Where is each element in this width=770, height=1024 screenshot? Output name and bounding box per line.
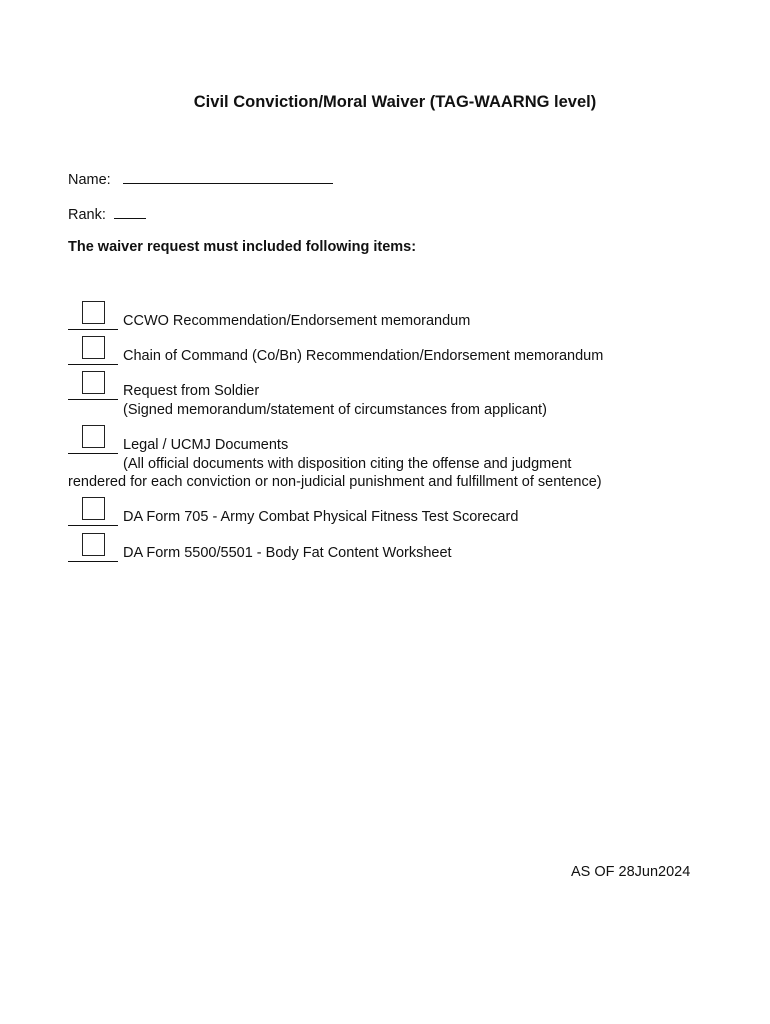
checkbox[interactable] bbox=[82, 425, 105, 448]
checkbox[interactable] bbox=[82, 336, 105, 359]
checklist-item-detail: (Signed memorandum/statement of circumstances from applicant) bbox=[123, 402, 547, 418]
checkbox[interactable] bbox=[82, 533, 105, 556]
name-input[interactable] bbox=[123, 169, 333, 184]
rank-field bbox=[68, 204, 146, 223]
name-label: Name: bbox=[68, 172, 111, 188]
checklist-item-detail: (All official documents with disposition citing the offense and judgment bbox=[123, 456, 572, 472]
rank-label: Rank: bbox=[68, 207, 106, 223]
checkbox[interactable] bbox=[82, 371, 105, 394]
checklist-item-label: DA Form 705 - Army Combat Physical Fitness Test Scorecard bbox=[123, 509, 519, 525]
checklist-item-label: Request from Soldier bbox=[123, 383, 260, 399]
checklist-item-label: Chain of Command (Co/Bn) Recommendation/Endorsement memorandum bbox=[123, 348, 604, 364]
checkbox[interactable] bbox=[82, 497, 105, 520]
checkbox[interactable] bbox=[82, 301, 105, 324]
rank-input[interactable] bbox=[114, 204, 146, 219]
checklist-item-detail-continued: rendered for each conviction or non-judicial punishment and fulfillment of sentence) bbox=[68, 474, 602, 490]
document-title: Civil Conviction/Moral Waiver (TAG-WAARNG level) bbox=[193, 93, 597, 111]
checklist-item-label: Legal / UCMJ Documents bbox=[123, 437, 289, 453]
revision-date: AS OF 28Jun2024 bbox=[571, 864, 691, 880]
instruction-text: The waiver request must included following items: bbox=[68, 239, 417, 255]
checklist-item-label: DA Form 5500/5501 - Body Fat Content Worksheet bbox=[123, 545, 452, 561]
checklist-item-label: CCWO Recommendation/Endorsement memorandum bbox=[123, 313, 471, 329]
name-field bbox=[68, 169, 333, 188]
